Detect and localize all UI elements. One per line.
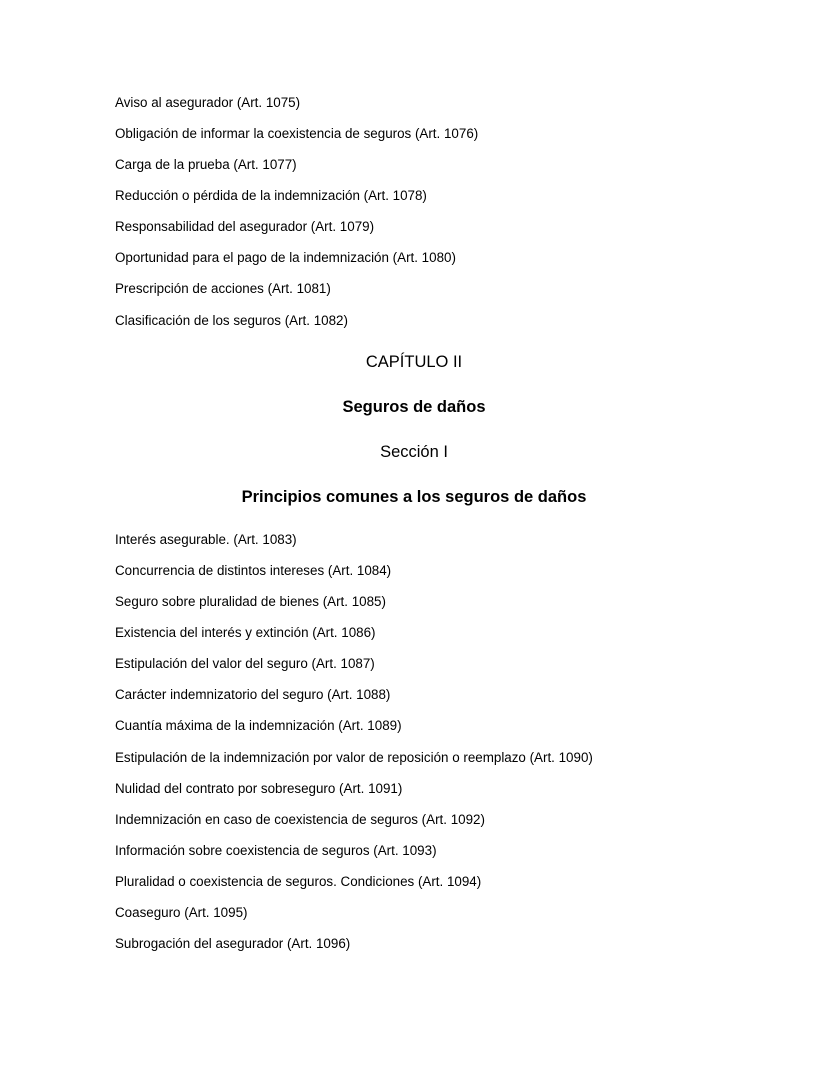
toc-entry-art-1082: Clasificación de los seguros (Art. 1082) — [115, 313, 348, 328]
toc-entry-art-1084: Concurrencia de distintos intereses (Art. 1084) — [115, 563, 392, 578]
toc-entry-art-1095: Coaseguro (Art. 1095) — [115, 905, 248, 920]
toc-entry-art-1079: Responsabilidad del asegurador (Art. 1079) — [115, 219, 375, 234]
toc-entry-art-1077: Carga de la prueba (Art. 1077) — [115, 157, 297, 172]
toc-entry-art-1092: Indemnización en caso de coexistencia de seguros (Art. 1092) — [115, 812, 485, 827]
toc-entry-art-1080: Oportunidad para el pago de la indemnización (Art. 1080) — [115, 250, 456, 265]
section-heading: Sección I — [380, 443, 448, 461]
toc-entry-art-1089: Cuantía máxima de la indemnización (Art. 1089) — [115, 718, 402, 733]
toc-entry-art-1088: Carácter indemnizatorio del seguro (Art. 1088) — [115, 687, 391, 702]
chapter-heading: CAPÍTULO II — [365, 353, 463, 371]
toc-entry-art-1076: Obligación de informar la coexistencia de seguros (Art. 1076) — [115, 126, 479, 141]
section-title: Principios comunes a los seguros de daños — [241, 488, 587, 506]
toc-entry-art-1087: Estipulación del valor del seguro (Art. 1087) — [115, 656, 375, 671]
toc-entry-art-1081: Prescripción de acciones (Art. 1081) — [115, 281, 331, 296]
toc-entry-art-1085: Seguro sobre pluralidad de bienes (Art. 1085) — [115, 594, 386, 609]
toc-entry-art-1075: Aviso al asegurador (Art. 1075) — [115, 95, 301, 110]
toc-entry-art-1086: Existencia del interés y extinción (Art. 1086) — [115, 625, 376, 640]
chapter-title: Seguros de daños — [342, 398, 486, 416]
toc-entry-art-1078: Reducción o pérdida de la indemnización (Art. 1078) — [115, 188, 427, 203]
toc-entry-art-1096: Subrogación del asegurador (Art. 1096) — [115, 936, 351, 951]
toc-entry-art-1094: Pluralidad o coexistencia de seguros. Condiciones (Art. 1094) — [115, 874, 482, 889]
toc-entry-art-1093: Información sobre coexistencia de seguros (Art. 1093) — [115, 843, 437, 858]
toc-entry-art-1083: Interés asegurable. (Art. 1083) — [115, 532, 297, 547]
toc-entry-art-1091: Nulidad del contrato por sobreseguro (Art. 1091) — [115, 781, 403, 796]
toc-entry-art-1090: Estipulación de la indemnización por valor de reposición o reemplazo (Art. 1090) — [115, 750, 593, 765]
